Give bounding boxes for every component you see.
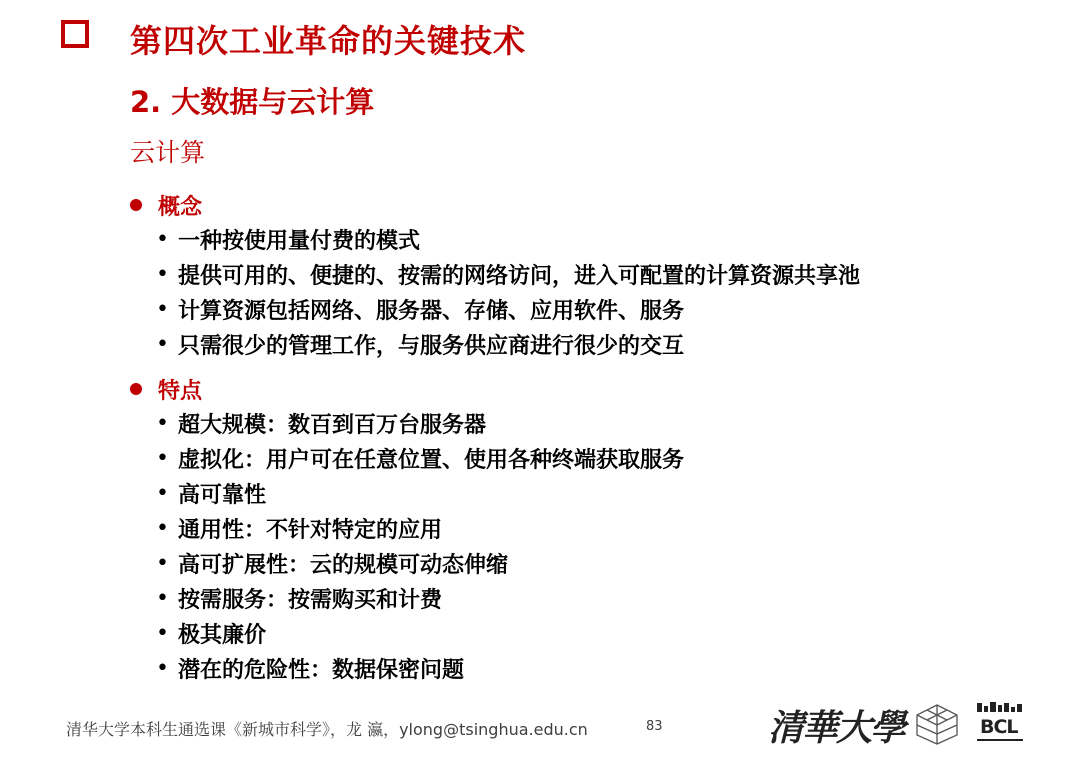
- bullet-icon: •: [156, 551, 169, 576]
- bullet-icon: •: [156, 656, 169, 681]
- list-item: [156, 476, 684, 511]
- bullet-icon: •: [156, 481, 169, 506]
- list-item: [156, 511, 684, 546]
- list-item: [156, 616, 684, 651]
- list-item-text: 虚拟化：用户可在任意位置、使用各种终端获取服务: [178, 448, 685, 473]
- list-item: [156, 651, 684, 686]
- cube-logo-icon: [913, 703, 961, 745]
- list-item-text: 高可扩展性：云的规模可动态伸缩: [178, 553, 509, 578]
- bullet-icon: •: [156, 227, 169, 252]
- bullet-icon: •: [156, 516, 169, 541]
- bullet-icon: •: [156, 586, 169, 611]
- list-item: [156, 546, 684, 581]
- list-item: [156, 441, 684, 476]
- list-item-text: 高可靠性: [178, 483, 267, 508]
- title-square-icon: [61, 20, 89, 48]
- concept-group: [130, 188, 860, 362]
- list-item-text: 一种按使用量付费的模式: [178, 229, 421, 254]
- slide-title: 第四次工业革命的关键技术: [130, 22, 527, 60]
- bcl-logo-text: BCL: [980, 716, 1018, 738]
- group-heading: [130, 372, 684, 406]
- bullet-icon: •: [156, 297, 169, 322]
- features-group: [130, 372, 684, 686]
- bullet-icon: •: [156, 446, 169, 471]
- list-item-text: 超大规模：数百到百万台服务器: [178, 413, 487, 438]
- list-item-text: 计算资源包括网络、服务器、存储、应用软件、服务: [178, 299, 685, 324]
- list-item-text: 极其廉价: [178, 623, 267, 648]
- list-item-text: 提供可用的、便捷的、按需的网络访问，进入可配置的计算资源共享池: [178, 264, 861, 289]
- bullet-icon: •: [156, 621, 169, 646]
- subsection-title: 云计算: [130, 138, 206, 167]
- group-label: 特点: [158, 378, 203, 404]
- list-item-text: 通用性：不针对特定的应用: [178, 518, 443, 543]
- red-bullet-icon: [130, 199, 142, 211]
- list-item-text: 按需服务：按需购买和计费: [178, 588, 443, 613]
- list-item: [156, 581, 684, 616]
- list-item: [156, 406, 684, 441]
- university-logo: 清華大學: [768, 707, 905, 749]
- red-bullet-icon: [130, 383, 142, 395]
- list-item-text: 潜在的危险性：数据保密问题: [178, 658, 465, 683]
- group-label: 概念: [158, 194, 203, 220]
- list-item-text: 只需很少的管理工作，与服务供应商进行很少的交互: [178, 334, 685, 359]
- footer-credit: 清华大学本科生通选课《新城市科学》，龙 瀛，ylong@tsinghua.edu.cn: [66, 720, 588, 739]
- bullet-icon: •: [156, 411, 169, 436]
- list-item: [156, 257, 860, 292]
- list-item: [156, 327, 860, 362]
- list-item: [156, 292, 860, 327]
- list-item: [156, 222, 860, 257]
- section-title: 2. 大数据与云计算: [130, 85, 375, 119]
- bullet-icon: •: [156, 332, 169, 357]
- page-number: 83: [646, 719, 663, 734]
- group-heading: [130, 188, 860, 222]
- bullet-icon: •: [156, 262, 169, 287]
